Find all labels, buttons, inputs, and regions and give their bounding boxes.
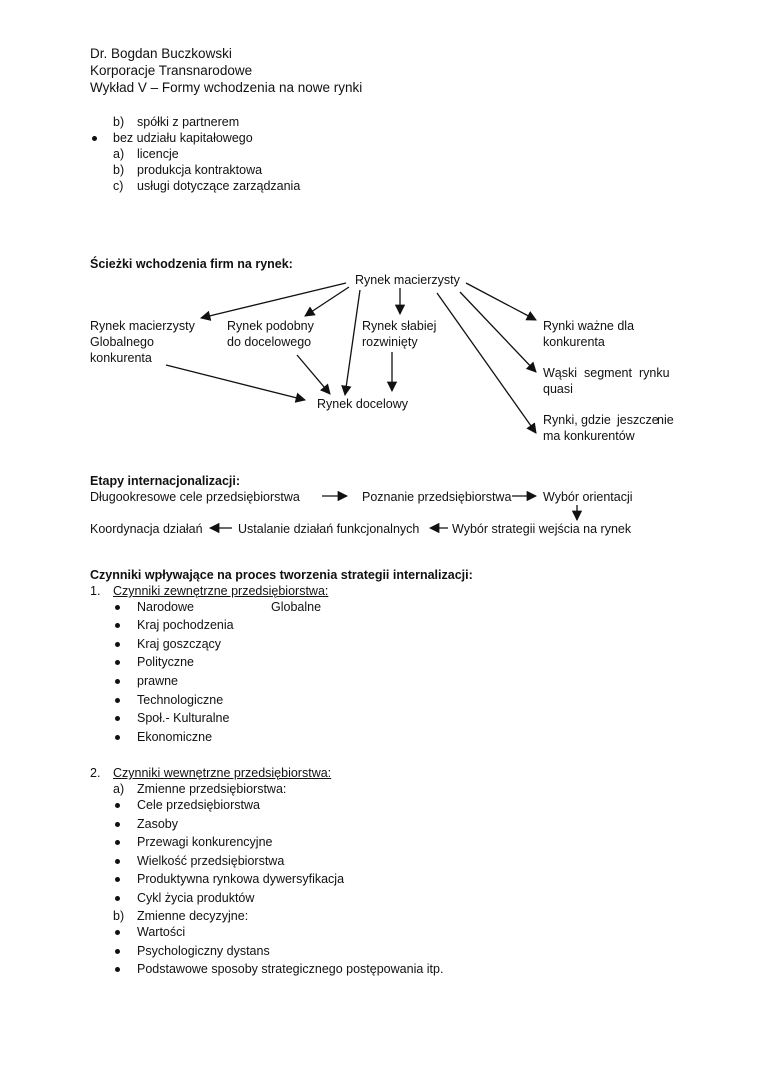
node-no-competitors: nie	[657, 413, 674, 427]
list-item: prawne	[137, 674, 178, 688]
list-item: Wielkość przedsiębiorstwa	[137, 854, 285, 868]
list-item: licencje	[137, 147, 179, 161]
factors-heading: Czynniki wpływające na proces tworzenia strategii internalizacji:	[90, 568, 473, 582]
node-home-market: Rynek macierzysty	[355, 273, 460, 287]
stage-coordination: Koordynacja działań	[90, 522, 203, 536]
arrow-similar-to-target	[297, 355, 330, 394]
node-narrow-segment: rynku	[639, 366, 670, 380]
node-narrow-segment: Wąski	[543, 366, 578, 380]
node-important-markets: Rynki ważne dla	[543, 319, 635, 333]
list-item: Narodowe	[137, 600, 194, 614]
list-marker: 2.	[90, 766, 101, 780]
list-item: Zmienne przedsiębiorstwa:	[137, 782, 287, 796]
stage-orientation-choice: Wybór orientacji	[543, 490, 633, 504]
stages-heading: Etapy internacjonalizacji:	[90, 474, 241, 488]
list-item: Psychologiczny dystans	[137, 944, 270, 958]
list-marker: a)	[113, 147, 125, 161]
arrow-to-no-competitors	[437, 293, 536, 433]
stage-entry-strategy: Wybór strategii wejścia na rynek	[452, 522, 632, 536]
stage-functional-actions: Ustalanie działań funkcjonalnych	[238, 522, 420, 536]
list-item: Zasoby	[137, 817, 178, 831]
list-marker: 1.	[90, 584, 101, 598]
node-similar-market: Rynek podobny	[227, 319, 314, 333]
list-item: Przewagi konkurencyjne	[137, 835, 273, 849]
paths-heading: Ścieżki wchodzenia firm na rynek:	[90, 257, 293, 271]
list-item: usługi dotyczące zarządzania	[137, 179, 301, 193]
list-item: spółki z partnerem	[137, 115, 240, 129]
list-item: Społ.- Kulturalne	[137, 711, 230, 725]
arrow-to-important-markets	[466, 283, 536, 320]
list-marker: b)	[113, 909, 125, 923]
arrow-to-narrow-segment	[460, 292, 536, 372]
list-item: Technologiczne	[137, 693, 224, 707]
author: Dr. Bogdan Buczkowski	[90, 46, 232, 61]
node-narrow-segment: quasi	[543, 382, 573, 396]
node-global-competitor: Rynek macierzysty	[90, 319, 195, 333]
node-target-market: Rynek docelowy	[317, 397, 409, 411]
node-no-competitors: ma konkurentów	[543, 429, 635, 443]
list-item: bez udziału kapitałowego	[113, 131, 253, 145]
list-item: Globalne	[271, 600, 322, 614]
course-title: Korporacje Transnarodowe	[90, 63, 253, 78]
list-item: Polityczne	[137, 655, 194, 669]
node-important-markets: konkurenta	[543, 335, 605, 349]
node-no-competitors: Rynki,	[543, 413, 578, 427]
node-similar-market: do docelowego	[227, 335, 312, 349]
arrow-global-to-target	[166, 365, 305, 400]
list-marker: a)	[113, 782, 125, 796]
lecture-title: Wykład V – Formy wchodzenia na nowe rynki	[90, 80, 363, 95]
stage-long-term-goals: Długookresowe cele przedsiębiorstwa	[90, 490, 300, 504]
list-item: Produktywna rynkowa dywersyfikacja	[137, 872, 345, 886]
node-weak-market: rozwinięty	[362, 335, 418, 349]
node-narrow-segment: segment	[584, 366, 632, 380]
arrow-home-to-target	[345, 290, 360, 395]
node-weak-market: Rynek słabiej	[362, 319, 437, 333]
list-item: Podstawowe sposoby strategicznego postępowania itp.	[137, 962, 444, 976]
list-item: Kraj pochodzenia	[137, 618, 234, 632]
external-factors-title: Czynniki zewnętrzne przedsiębiorstwa:	[113, 584, 329, 598]
stage-company-knowledge: Poznanie przedsiębiorstwa	[362, 490, 512, 504]
node-global-competitor: konkurenta	[90, 351, 152, 365]
node-no-competitors: jeszcze	[617, 413, 659, 427]
list-marker: b)	[113, 163, 125, 177]
list-item: Ekonomiczne	[137, 730, 213, 744]
list-item: Cele przedsiębiorstwa	[137, 798, 260, 812]
list-marker: b)	[113, 115, 125, 129]
list-item: Zmienne decyzyjne:	[137, 909, 249, 923]
list-marker: c)	[113, 179, 124, 193]
list-item: Kraj goszczący	[137, 637, 222, 651]
list-item: Cykl życia produktów	[137, 891, 255, 905]
list-item: Wartości	[137, 925, 186, 939]
arrow-to-global-competitor	[201, 283, 346, 318]
list-item: produkcja kontraktowa	[137, 163, 263, 177]
internal-factors-title: Czynniki wewnętrzne przedsiębiorstwa:	[113, 766, 332, 780]
node-global-competitor: Globalnego	[90, 335, 154, 349]
node-no-competitors: gdzie	[581, 413, 611, 427]
